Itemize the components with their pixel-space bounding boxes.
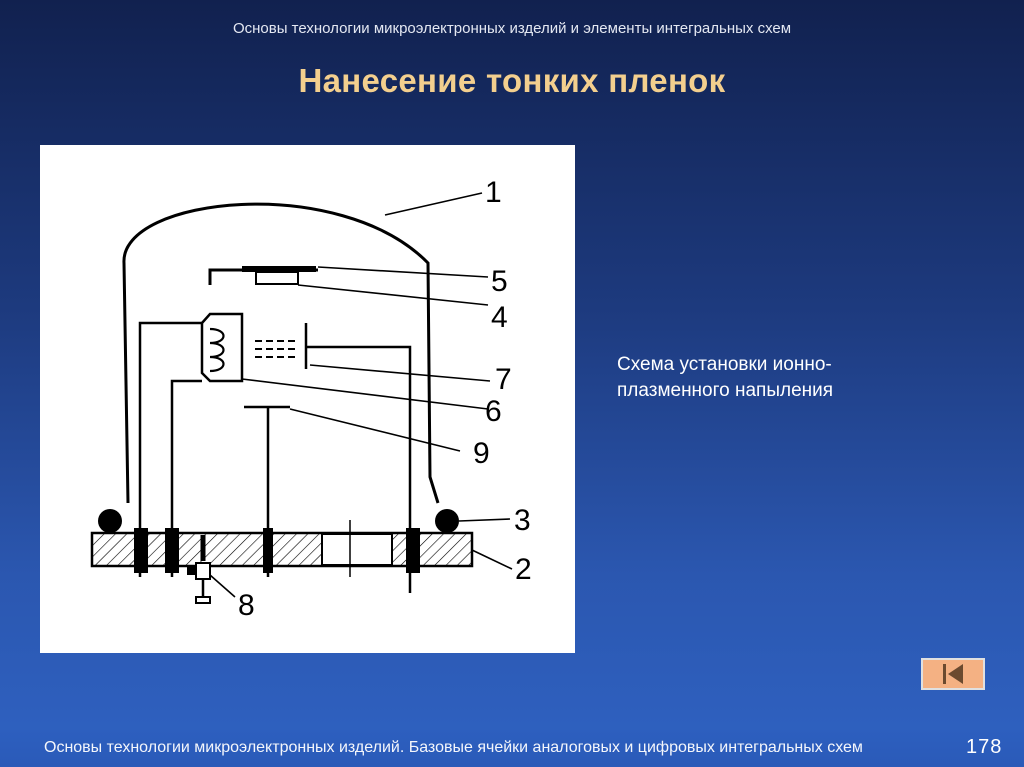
page-number: 178 bbox=[966, 736, 1003, 758]
base-window bbox=[322, 534, 392, 565]
label-9: 9 bbox=[473, 437, 490, 470]
course-header: Основы технологии микроэлектронных изделий и элементы интегральных схем bbox=[232, 20, 792, 37]
label-5: 5 bbox=[491, 265, 508, 298]
diagram-svg bbox=[40, 145, 575, 653]
skip-to-first-icon bbox=[940, 663, 966, 685]
diagram-caption bbox=[617, 352, 917, 404]
label-8: 8 bbox=[238, 589, 255, 622]
label-2: 2 bbox=[515, 553, 532, 586]
caption-line-1: Схема установки ионно- bbox=[617, 354, 832, 375]
footer-text: Основы технологии микроэлектронных изделий. Базовые ячейки аналоговых и цифровых интегральных схем bbox=[44, 739, 863, 756]
seal-right bbox=[435, 509, 459, 533]
label-1: 1 bbox=[485, 176, 502, 209]
gas-valve bbox=[196, 563, 210, 579]
seal-left bbox=[98, 509, 122, 533]
label-7: 7 bbox=[495, 363, 512, 396]
label-6: 6 bbox=[485, 395, 502, 428]
caption-line-2: плазменного напыления bbox=[617, 380, 834, 401]
label-3: 3 bbox=[514, 504, 531, 537]
ion-plasma-setup-diagram bbox=[40, 145, 575, 653]
substrate bbox=[256, 272, 298, 284]
label-4: 4 bbox=[491, 301, 508, 334]
grid-electrode bbox=[255, 341, 295, 357]
slide-title: Нанесение тонких пленок bbox=[298, 62, 726, 99]
go-to-first-slide-button[interactable] bbox=[921, 658, 985, 690]
